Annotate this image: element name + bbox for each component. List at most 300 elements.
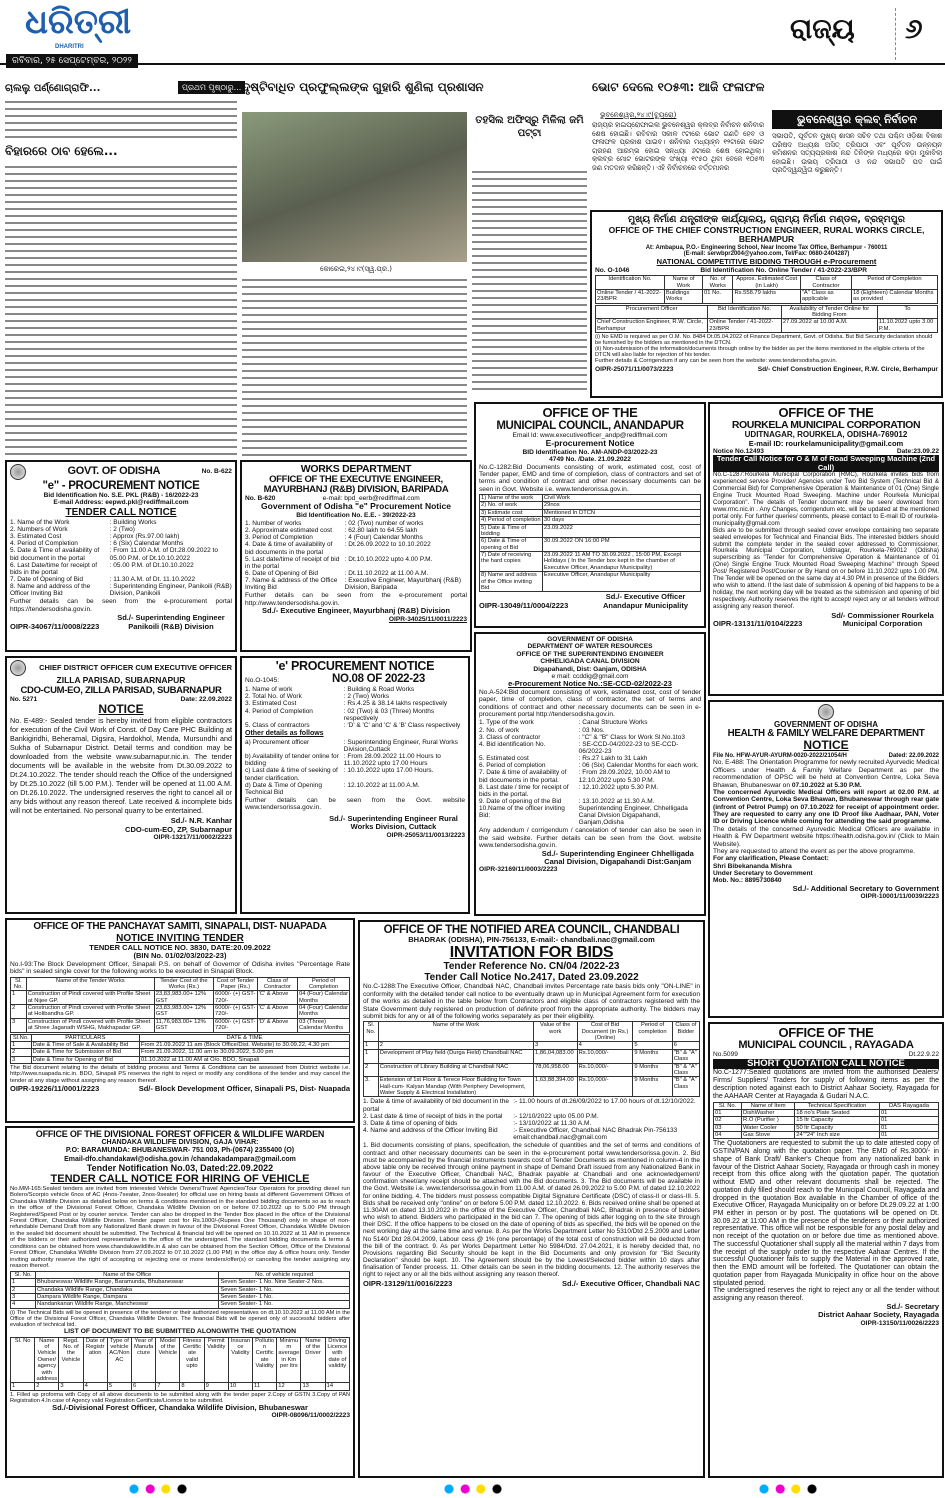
table-cell: 9 Months: [633, 1049, 672, 1063]
ad-title: GOVERNMENT OF ODISHA: [547, 636, 633, 643]
table-cell: 01: [714, 1109, 742, 1116]
table-cell: 01: [879, 1109, 938, 1116]
item-label: 2. Numbers of Work: [10, 525, 68, 533]
ad-body: No.A-524:Bid document consisting of work, estimated cost, cost of tender paper, time of completion, class of contractor, the set of terms and conditions of contract and other necessary documents can be seen in e-procurement portal http://tendersodisha.gov.in.: [479, 688, 701, 718]
table-cell: 1: [11, 1279, 36, 1286]
ad-title: OFFICE OF THE PANCHAYAT SAMITI, SINAPALI, DIST- NUAPADA: [33, 921, 327, 932]
file-no: File No. HFW-AYUR-AYURM-0020-2022/21054/H: [713, 752, 847, 759]
ad-body: No. E-488: The Orientation Programme for newly recruited Ayurvedic Medical Officers under Health & Family Welfare Department as per the recommendation of OPSC will be held at Convention Centre, Loka Seva Bhawan, Bhubaneswar on: [713, 759, 939, 789]
table-header-row: [596, 276, 938, 290]
signatory: Sd./- Executive Officer, Chandbali NAC: [562, 1278, 700, 1288]
signatory: District Aahaar Society, Rayagada: [818, 1310, 939, 1320]
details-table: [479, 494, 701, 592]
ad-address: P.O: BARAMUNDA: BHUBANESWAR- 751 003, Ph-(0674) 2355400 (O): [65, 1147, 295, 1155]
table-cell: Date & Time for Submission of Bid: [31, 1049, 139, 1056]
ad-body: Bids are to be submitted through sealed cover envelope containing two separate sealed envelopes for Technical and Financial Bids. The interested bidders should submit the complete tender in the sealed cover addressed to Commissioner, Rourkela Municipal Corporation, Uditnagar, Rourkela-769012 (Odisha) superscribing as "Tender for Comprehensive Operation & Maintenance of 01 (One) Single Engine Truck Mounted Road Sweeping Machine" through Speed Post/ Registered Post/Courier or By Hand on or before 11.10.2022 upto 1.00 PM. The Tender will be opened on the same day at 4.30 PM in presence of the Bidders who wish to attend. If the last date of submission & opening of bid happens to be a holiday, the next working day will be treated as the submission and opening of bid respectively. Authority reserves the right to accept/ reject any or all tenders without assigning any reason thereof.: [713, 526, 939, 610]
ad-title: OFFICE OF THE NOTIFIED AREA COUNCIL, CHANDBALI: [383, 924, 680, 936]
table-cell: Chandaka Wildlife Range, Chandaka: [36, 1286, 219, 1293]
table-cell: 'D' & Above: [257, 1018, 297, 1032]
signatory: Sd./- Executive Engineer, Mayurbhanj (R&B) Division: [262, 606, 450, 616]
bin-no: (BIN No. 01/02/03/2022-23): [133, 951, 227, 961]
tender-table: [595, 275, 938, 304]
table-row: [714, 1117, 939, 1124]
ad-mayurbhanj-works: [240, 460, 472, 652]
item-value: : SE-CCD-04/2022-23 to SE-CCD-06/2022-23: [578, 740, 679, 755]
table-header-cell: Class of Bidder: [672, 1022, 699, 1042]
item-label: 4. Period of Completion: [245, 707, 313, 715]
ad-title: ROURKELA MUNICIPAL CORPORATION: [731, 418, 921, 431]
color-dots: [128, 1484, 188, 1494]
signatory: Sd./- Secretary: [886, 1301, 939, 1311]
item-value: : 2 (Two): [109, 525, 135, 533]
item-value: Superintending Engineer, Chhelligada Canal Division Digapahandi, Ganjam,Odisha: [578, 805, 688, 827]
table-cell: 11.10.2022 upto 3.00 P.M.: [877, 319, 937, 333]
table-cell: Chief Construction Engineer, R.W. Circle, Berhampur: [596, 319, 708, 333]
ad-title: OFFICE OF THE: [778, 1025, 874, 1040]
table-cell: Construction of Library Building at Chandbali NAC: [378, 1063, 533, 1077]
masthead: [0, 0, 945, 78]
table-cell: "B" & "A" Class: [672, 1077, 699, 1097]
table-header-cell: Bid Identification No.: [708, 305, 782, 319]
table-row: [480, 552, 701, 572]
table-cell: 6000/- (+) GST- 720/-: [215, 991, 256, 1004]
oipr-code: OIPR-13217/11/0002/2223: [153, 834, 232, 842]
table-header-cell: Year of Manufacture: [132, 1337, 156, 1383]
ad-title: MUNICIPAL COUNCIL , RAYAGADA: [738, 1038, 914, 1051]
table-cell: From 21.09.2022, 11.00 am to 30.09.2022, 5.00 pm: [139, 1049, 349, 1056]
note: (ii) Non-submission of the information/documents through online by the bidder as per the items mentioned in the eligible criteria of the DTCN will also liable for rejection of his tender.: [595, 346, 925, 359]
table-header-cell: Sl.No.: [11, 1034, 32, 1041]
table-row: [11, 1005, 350, 1019]
item-value: : 13.10.2022 at 11.30 A.M.: [578, 797, 655, 805]
table-row: [11, 1018, 350, 1032]
table-header-cell: Name of Work: [664, 276, 702, 290]
ad-body: Any addendum / corrigendum / cancelation of tender can also be seen in the said website. Further details can be seen from the Govt. website www.tendersodisha.gov.in.: [479, 827, 701, 850]
item-value: : 02 (Two) number of works: [344, 520, 424, 528]
table-cell: 01: [879, 1124, 938, 1131]
ad-subheading: LIST OF DOCUMENT TO BE SUBMITTED ALONGWITH THE QUOTATION: [64, 1327, 296, 1335]
notice-no: No. B-620: [245, 494, 276, 502]
table-cell: Rs.10,000/-: [577, 1077, 633, 1097]
item-value: :- 12/10/2022 upto 05.00 P.M.: [513, 1112, 599, 1120]
headline-2: ଭୋଟ ଦେଲେ ୧୦୫୩: ଆଜି ଫଳାଫଳ: [592, 80, 765, 94]
table-cell: 3) Estimate cost: [480, 509, 543, 516]
table-cell: Construction of Pindi covered with Profile Sheet at Nijee GP.: [26, 991, 154, 1005]
table-cell: 23.09.2022 11 AM TO 30.09.2022 , 15:00 PM, Except Holidays ( In the Tender box kept in the chamber of Executive Officer, Anandapur Municipality): [542, 552, 700, 572]
table-cell: 8) Name and address of the Office inviting Bid: [480, 572, 543, 592]
table-cell: 'C' & Above: [257, 1005, 297, 1019]
table-header-cell: Identification No.: [596, 276, 665, 290]
table-cell: 01 No.: [703, 289, 733, 303]
table-header-cell: Value of the work: [534, 1022, 578, 1042]
table-cell: 9: [204, 1383, 228, 1390]
ad-heading: INVITATION FOR BIDS: [449, 943, 614, 961]
details-list: [10, 519, 232, 598]
item-value: : Rs.4.25 & 38.14 lakhs respectively: [343, 700, 448, 708]
table-header-cell: Class of Contractor: [257, 977, 297, 991]
table-row: [714, 1132, 939, 1139]
item-label: 1. Number of works: [245, 520, 302, 528]
oipr-code: OIPR-13129/11/0016/2223: [363, 1278, 453, 1288]
table-cell: From 21.09.2022 11 am (Block Office/Dist. Website) to 30.09.22, 4.30 pm: [139, 1041, 349, 1048]
table-header-cell: DAS Rayagada: [879, 1102, 938, 1109]
ad-heading: e-Procurement Notice No.:SE-CCD-02/2022-23: [508, 679, 672, 689]
table-cell: 03: [714, 1124, 742, 1131]
table-cell: 2: [378, 1042, 533, 1049]
table-cell: Date & Time of Sale & Availability Bid: [31, 1041, 139, 1048]
notice-no: Notice No.12493: [713, 448, 764, 455]
ad-subheading: TENDER CALL NOTICE: [65, 506, 177, 518]
ad-chandbali-nac: [358, 920, 705, 1478]
table-cell: 24""24" Inch size: [795, 1132, 880, 1139]
signatory: Sd./- Superintending Engineer Chhelligada Canal Division, Digapahandi Dist:Ganjam: [541, 848, 694, 866]
table-cell: 3: [534, 1042, 578, 1049]
table-header-cell: Model of the Vehicle: [156, 1337, 180, 1383]
further-details: Further details can be seen from the e-procurement portal https://tendersodisha.gov.in.: [10, 598, 232, 613]
item-value: : 06 (Six) Calendar Months for each work.: [578, 762, 699, 770]
ad-subheading: Other details as follows: [245, 730, 324, 738]
notice-no: No. B-622: [201, 468, 232, 476]
item-value: :- 13/10/2022 at 11.30 A.M.: [513, 1119, 592, 1127]
ad-title: 'e' PROCUREMENT NOTICE: [275, 659, 435, 673]
details-list: [363, 1098, 700, 1141]
item-label: 4. Period of Completion: [10, 540, 78, 548]
ad-address: UDITNAGAR, ROURKELA, ODISHA-769012: [744, 429, 908, 439]
signatory: Sd./- Superintending Engineer Panikoili (R&B) Division: [117, 613, 225, 631]
ad-email: Email-dfo.chandakawl@odisha.gov.in /chandakadampara@gmail.com: [64, 1155, 296, 1163]
table-cell: Gas Stove: [742, 1132, 795, 1139]
table-header-row: [714, 1102, 939, 1109]
ad-body: No.C-1282:Bid Documents consisting of work, estimated cost, cost of Tender paper, EMD and time of completion, class of contractors and set of terms and condition of contract and other necessary documents can be seen in Govt. Website i.e. www.tenderorissa.gov.in.: [479, 463, 701, 493]
item-value: : 62.80 lakh to 64.55 lakh: [344, 527, 418, 535]
table-cell: 30.09.2022 ON 16:00 PM: [542, 538, 700, 552]
ad-title: OFFICE OF THE SUPERINTENDING ENGINEER: [516, 650, 664, 658]
table-header-cell: Name of Item: [742, 1102, 795, 1109]
oipr-code: OIPR-25053/11/0013/2223: [386, 831, 465, 839]
ad-body: The Quotationers are requested to submit the up to date attested copy of GSTIN/PAN along with the quotation paper. The EMD of Rs.3000/- in shape of Bank Draft/ Banker's Cheque from any nationalized bank in favour of the District Aahaar Society, Rayagada or through cash in money receipt from this office along with the quotation paper. The quotation without EMD and other relevant documents shall be rejected. The quotation duly filled should reach to the Municipal Council, Rayagada and dropped in the quotation Box available in the Chamber of office of the Executive Officer, Rayagada Municipality on or before Dt.29.09.22 at 1:00 PM either in person or by post. The quotations will be opened on Dt. 30.09.22 at 11:00 AM in the presence of the tenderers or their authorized representative. This office will not be responsible for any postal delay and non receipt of the quotation on or before due time as mentioned above. The successful Quotationer shall supply all the material within 7 days from the receipt of the supply order to the respective Aahaar Centres. If the successful Quotationer fails to supply the Material in the approved rate, then the EMD amount will be forfeited. The Quotationer can obtain the quotation paper from Rayagada Municipality in office hour on the above stipulated period.: [713, 1140, 939, 1287]
item-label: 2. Total No. of Work: [245, 693, 302, 701]
ad-body: 1. Bid documents consisting of plans, specification, the schedule of quantities and the set of terms and conditions of contract and other necessary documents can be seen in the e-procurement portal www.tendersorissa.gov.in. 2. Bid must be accompanied by the financial instruments towards cost of Tender Documents as mentioned in column-4 in the above table only be received through online payment in shape of Demand Draft issued from any Nationalized Bank in favour of the Executive Officer, Chandbali NAC, Bhadrak payable at Chandbali and one acknowledgement/ confirmation sheet/any receipt should be attached with the Bid documents. 3. The Bid documents will be available in the Govt. Website i.e. www.tendersorissa.gov.in from 11.00 A.M. of dated 26.09.2022 to 5.00 P.M. of dated 12.10.2022 for online bidding. 4. The bidders must possess compatible Digital Signature Certificate (DSC) of class-II or class-III. 5. Bids shall be received only "online" on or before 5.00 P.M. dated 12.10.2022. 6. Bids received online shall be opened at 11.30AM on dated 13.10.2022 in the office of the Executive Officer, Chandbali NAC, Bhadrak in presence of bidders who wish to attend. Bidders who participated in the bid can 7. The opening of bids after logging on to the site through their DSC. If the office happens to be closed on the date of opening of bids as specified, the bids will be opened on the next working day at the same time and venue. 8. As per the Works Department Letter No 5310/Dtd 2.5.2009 and Letter No 5140/ Dtd 28.04.2009, Labour cess @ 1% (one percentage) of the total cost of construction will be deducted from the bill of the contract. 9. As per Works Department Letter No 5984/Dtd. 27.04.2021, it is hereby decided that, no Provisions regarding Bid Security should be kept in the Bid Documents and only provision for "Bid Security Declaration" should be kept. 10. The Agreement should be by the Lowest/Selected bidder within 10 days after finalisation of Tender process. 11. Other details can be seen in the bidding documents. 12. The authority reserves the right to reject any or all the bids without assigning any reason thereof.: [363, 1142, 700, 1279]
ad-title-odia: ମୁଖ୍ୟ ନିର୍ମାଣ ଯନ୍ତ୍ରୀଙ୍କ କାର୍ଯ୍ୟାଳୟ, ଗ୍ରାମ୍ୟ ନିର୍ମାଣ ମଣ୍ଡଳ, ବ୍ରହ୍ମପୁର: [628, 214, 905, 225]
club-dateline: ଭୁବନେଶ୍ୱର,୨୪।୯(ବ୍ୟୁରୋ): [600, 111, 677, 119]
table-cell: 5) Date & Time of bidding: [480, 524, 543, 538]
table-cell: Construction of Pindi covered with Profile Sheet at Shree Jaganath WSHG, Makhapadar GP.: [26, 1018, 154, 1032]
ad-heading: NATIONAL COMPETITIVE BIDDING THROUGH e-Procurement: [656, 257, 877, 267]
news-left-body: [5, 98, 237, 140]
table-cell: 7: [156, 1383, 180, 1390]
table-cell: 4: [11, 1301, 36, 1308]
item-value: : From 11.00 A.M. of Dt.28.09.2022 to 05.00 P.M. of Dt.10.10.2022: [109, 547, 218, 562]
item-value: : Building Works: [109, 518, 157, 526]
table-header-cell: Permit Validity: [204, 1337, 228, 1383]
details-list: [245, 686, 465, 729]
item-value: : 02 (Two) & 03 (Three) Months respectively: [343, 707, 435, 722]
signatory: Sd/- Commissioner Rourkela Municipal Corporation: [831, 610, 934, 629]
table-cell: 3: [59, 1383, 83, 1390]
ad-address: CHANDAKA WILDLIFE DIVISION, GAJA VIHAR:: [101, 1139, 259, 1147]
table-row: [714, 1124, 939, 1131]
item-label: 3. Period of Completion: [245, 534, 313, 542]
item-value: : From 28.09.2022 11.00 Hours to 11.10.2022 upto 17.00 Hours: [343, 753, 441, 768]
ad-title: OFFICE OF THE: [542, 405, 638, 420]
item-value: : 11.30 A.M. of Dt. 11.10.2022: [109, 575, 196, 583]
rule: [0, 63, 945, 65]
details-list: [245, 739, 465, 796]
table-cell: 6: [132, 1383, 156, 1390]
table-header-cell: No. of vehicle required: [219, 1271, 350, 1278]
table-cell: 6: [672, 1042, 699, 1049]
signatory: Sd./- Superintending Engineer Rural Works Division, Cuttack: [329, 813, 458, 832]
item-value: : Executive Engineer, Mayurbhanj (R&B) Division, Baripada: [344, 577, 462, 592]
signatory: CDO-cum-EO, ZP, Subarnapur: [125, 824, 232, 834]
item-label: 6. Period of completion: [479, 762, 546, 770]
item-label: 6. Date of Opening of Bid: [245, 570, 318, 578]
ad-title: OFFICE OF THE: [778, 405, 874, 420]
table-header-cell: Period of Completion: [851, 276, 937, 290]
table-cell: Rs.10,000/-: [577, 1063, 633, 1077]
oipr-code: OIPR-34067/11/0008/2223: [10, 621, 100, 631]
ad-title: CHIEF DISTRICT OFFICER CUM EXECUTIVE OFFICER: [39, 662, 232, 672]
table-row: [480, 524, 701, 538]
table-cell: 5: [633, 1042, 672, 1049]
item-value: : "C" & "B" Class for Work Sl.No.1to3: [578, 733, 685, 741]
table-header-cell: Name of the Office: [36, 1271, 219, 1278]
club-story-col2: ସଭାପତି, ପୂର୍ବତନ ମୁଖ୍ୟ ଶାସନ ସଚିବ ତଥା ପଶ୍ଚିମ ଓଡ଼ିଶା ବିକାଶ ପରିଷଦ ଅଧ୍ୟକ୍ଷ ଅସିତ୍ ତ୍ରିପାଠୀ ଏବଂ ପୂର୍ବତନ ଉନ୍ନୟନ କମିଶନର ସତ୍ୟପ୍ରକାଶ ନନ୍ଦ ତିନିଙ୍କ ମଧ୍ୟରେ କଡ଼ା ମୁକାବିଲା ହୋଇଛି। ଉଭୟ ତ୍ରିପାଠୀ ଓ ନନ୍ଦ ସଭାପତି ପଦ ପାଇଁ ପ୍ରତିଦ୍ୱନ୍ଦ୍ୱିତା କରୁଛନ୍ତି।: [772, 132, 942, 175]
ad-body: The concerned Ayurvedic Medical Officers will report at 02.00 P.M. at Convention Centre, Loka Seva Bhawan, Bhubaneswar through rear gate (infront of Petrol Pump) on 07.10.2022 for receipt of appointment order. They are requested to carry any one ID Proof like Aadhaar, PAN, Voter ID or Driving Licence while coming for attending the said programme.: [713, 788, 939, 826]
table-cell: 01: [879, 1132, 938, 1139]
ad-heading: NOTICE: [98, 702, 144, 717]
item-value: : 12.10.2022 upto 5.30 P.M.: [578, 783, 659, 791]
table-cell: 4: [577, 1042, 633, 1049]
table-cell: 04: [714, 1132, 742, 1139]
contact-title: Under Secretary to Government: [713, 870, 813, 877]
ad-subheading: TENDER CALL NOTICE NO. 3830, DATE:20.09.2022: [89, 942, 271, 952]
table-cell: 18 no's Plate Seated: [795, 1109, 880, 1116]
table-row: [480, 538, 701, 552]
photo-dateline: କୋରେଇ,୨୪।୯(ସ୍ୱ.ପ୍ର.): [320, 265, 393, 273]
table-row: [480, 517, 701, 524]
ad-zilla-parisad-subarnapur: [5, 656, 237, 914]
item-label: 4. Name and address of the Officer Inviting Bid: [363, 1127, 498, 1135]
item-label: 1. Type of the work: [479, 719, 534, 727]
table-row: [11, 1041, 350, 1048]
ad-email: e-mail: bpd_eerb@rediffmail.com: [322, 494, 420, 502]
ad-panikoili-eprocurement: [5, 460, 237, 652]
table-cell: 1) Name of the work: [480, 495, 543, 502]
ad-footnote: 1. Filled up proforma with Copy of all above documents to be submitted along with the tender paper 2.Copy of GSTN 3.Copy of PAN Registration 4.In case of Agency valid Registration Certificate/Licence to be submitted.: [10, 1391, 350, 1404]
table-header-row: [11, 1337, 350, 1383]
item-value: : Superintending Engineer, Rural Works Division,Cuttack: [343, 738, 458, 753]
ad-title: GOVERNMENT OF ODISHA: [773, 720, 878, 729]
item-value: : 05.00 P.M. of Dt.10.10.2022: [109, 561, 194, 569]
table-cell: 1: [11, 991, 27, 1005]
table-row: [714, 1109, 939, 1116]
table-cell: 23,83,983.00+ 12% GST: [154, 991, 213, 1005]
item-label: 4. Bid identification No.: [479, 740, 546, 748]
ad-body: The details of the concerned Ayurvedic Medical Officers are available in Health & FW Department website https://health.odisha.gov.in/ (Click to Main Website).: [713, 825, 939, 848]
schedule-table: [10, 1034, 350, 1065]
table-cell: 1,63,88,394.00: [534, 1077, 578, 1097]
inset-headline: ତହସିଲ ଅଫିସ୍‌ରୁ ମିଳିଲା ଜମି ପଟ୍ଟା: [475, 115, 584, 139]
ad-heading: TENDER CALL NOTICE FOR HIRING OF VEHICLE: [50, 1173, 310, 1186]
table-cell: 01.10.2022 at 11.00 AM at O/o. BDO, Sinapali: [139, 1056, 349, 1063]
item-value: : 03 Nos.: [578, 726, 605, 734]
table-cell: Seven Seater- 1 No.: [219, 1301, 350, 1308]
ad-email: E-mail Address: eepwd.pkl@rediffmail.com: [53, 499, 189, 507]
ad-email: E-mail ID: rourkelamunicipality@gmail.com: [748, 438, 904, 448]
table-header-cell: No. of Works: [703, 276, 733, 290]
table-header-cell: To: [877, 305, 937, 319]
table-header-cell: Insurance Validity: [228, 1337, 252, 1383]
table-cell: 9 Months: [633, 1063, 672, 1077]
table-cell: 04 (Four) Calendar Months: [299, 991, 349, 1004]
table-cell: Development of Play field (Durga Field) Chandbali NAC: [378, 1049, 533, 1063]
item-label: 8. Last date / time for receipt of bids in the portal.: [479, 783, 569, 798]
contact-name: Shri Bibekananda Mishra: [713, 862, 792, 870]
divider: [895, 8, 896, 60]
item-label: 2. Approximate estimated cost: [245, 527, 333, 535]
table-cell: Water Cooler: [742, 1124, 795, 1131]
item-value: : Dt.26.09.2022 to 10.10.2022: [344, 541, 431, 549]
contact-phone: Mob. No.: 8895730840: [713, 877, 782, 885]
signatory: Sd/- Chief Construction Engineer, R.W. Circle, Berhampur: [757, 365, 938, 373]
tender-call-notice: Tender Call Notice No.2417, Dated 23.09.2022: [424, 972, 639, 984]
notice-banner: SHORT QUOTATION CALL NOTICE: [713, 1059, 939, 1070]
table-row: [11, 1383, 350, 1390]
table-cell: 3: [11, 1293, 36, 1300]
news-center-body: [472, 168, 587, 393]
item-label: 3. Estimated Cost: [245, 700, 297, 708]
table-header-cell: Availability of Tender Online for Bidding From: [781, 305, 877, 319]
table-cell: 8: [180, 1383, 204, 1390]
ad-title: DEPARTMENT OF WATER RESOURCES: [527, 643, 653, 651]
note: (i) The Technical Bids will be opened in presence of the tenderer or their authorized representatives on dt.10.10.2022 at 11.00 AM in the Office of the Divisional Forest Officer, Chandaka Wildlife Division. The financial Bids will be opened only of successful bidders after evaluation of technical bid.: [10, 1309, 350, 1328]
table-cell: 11: [253, 1383, 277, 1390]
table-cell: 2) No. of work: [480, 502, 543, 509]
table-header-cell: Cost of Tender Paper (Rs.): [214, 977, 258, 991]
further-details: Further details can be seen from the e-procurement portal http://www.tendersodisha.gov.in.: [245, 592, 467, 607]
ad-body: They are requested to attend the event as per the above programme.: [713, 847, 915, 855]
notice-date: 4749 No. /Date. 21.09.2022: [549, 456, 631, 464]
table-row: [364, 1077, 700, 1097]
table-cell: Dampara Wildlife Range, Dampara: [36, 1293, 219, 1300]
ad-body: The undersigned reserves the right to reject any or all the tender without assigning any reason thereof.: [713, 1287, 939, 1303]
ad-address: At: Ambapua, P.O.- Engineering School, Near Income Tax Office, Berhampur - 760011: [645, 244, 888, 251]
ad-title: OFFICE OF THE CHIEF CONSTRUCTION ENGINEER, RURAL WORKS CIRCLE, BERHAMPUR: [608, 225, 925, 245]
table-cell: 3: [11, 1056, 32, 1063]
table-header-cell: Procurement Officer: [596, 305, 708, 319]
table-cell: 10: [228, 1383, 252, 1390]
notice-no: No. 5271: [10, 695, 38, 703]
ad-panchayat-samiti-sinapali: [5, 918, 355, 1123]
table-header-cell: PARTICULARS: [31, 1034, 139, 1041]
item-value: : Canal Structure Works: [578, 719, 648, 727]
item-label: 7. Date of Opening of Bid: [10, 575, 83, 583]
table-cell: 4) Period of completion: [481, 517, 541, 524]
bid-id: Bid Identification No. S.E. PKL (R&B) - 16/2022-23: [43, 492, 199, 500]
table-cell: Seven Seater- 1 No.: [219, 1293, 350, 1300]
table-header-cell: Period of completion: [633, 1022, 672, 1042]
item-label: 5. Last date/time of receipt of bid in the portal: [245, 555, 340, 570]
table-cell: 1: [364, 1049, 379, 1063]
table-cell: Buildings Works: [664, 289, 702, 303]
vehicle-table: [10, 1271, 350, 1309]
table-cell: 6000/- (+) GST- 720/-: [215, 1005, 256, 1018]
table-header-row: [11, 1034, 350, 1041]
table-row: [11, 1056, 350, 1063]
table-cell: "B" & "A" Class: [672, 1049, 699, 1063]
table-cell: Rs.10,000/-: [577, 1049, 633, 1063]
item-label: d) Date & Time of Opening Technical Bid: [245, 781, 322, 796]
oipr-code: OIPR-13131/11/0104/2223: [713, 619, 803, 629]
item-label: 8. Name and address of the Officer Inviting Bid: [10, 583, 91, 598]
newspaper-logo: ଧରିତ୍ରୀ: [25, 2, 132, 42]
note: (i) No EMD is required as per O.M. No. 8484 Dt.05.04.2022 of Finance Department, Govt. of Odisha. But Bid Security declaration should be furnished by the bidders as mentioned in the DTCN.: [595, 334, 933, 347]
table-cell: 5: [107, 1383, 131, 1390]
table-cell: 6) Date & Time of opening of Bid: [480, 538, 543, 552]
table-cell: 03 (Three) Calendar Months: [298, 1018, 350, 1032]
item-value: :- 11.00 hours of dt.26/09/2022 to 17.00 hours of dt.12/10/2022.: [513, 1098, 696, 1106]
item-value: : From 28.09.2022, 10.00 AM to 12.10.2022 upto 5.30 P.M.: [578, 769, 671, 784]
ad-body: No.C-1287:Rourkela Municipal Corporation (RMC), Rourkela invites bids from experienced service Provider/ Agencies under Two Bid System (Technical Bid & Commercial Bid) for Comprehensive Operation & Maintenance of 01 (One) Single Engine Truck Mounted Road Sweeping. Machine under Rourkela Municipal Corporation". The details of Tender document may be seen/ download from www.rmc.nic.in . Any Changes, corrigendum etc. will be updated at the mentioned portal only. For further queries/ comments, please contact to E-mail ID of rourkela-municipality@gmail.com: [713, 471, 939, 527]
table-row: [480, 495, 701, 502]
table-header-cell: Sl. No.: [714, 1102, 742, 1109]
table-cell: Mentioned In DTCN: [542, 509, 700, 516]
table-header-row: [11, 977, 350, 991]
further-details: Further details can be seen from the Govt. website www.tendersorissa.gov.in.: [245, 796, 465, 812]
table-cell: 14: [325, 1383, 349, 1390]
ad-title: MUNICIPAL COUNCIL, ANANDAPUR: [496, 419, 684, 432]
color-dots: [758, 1484, 818, 1494]
notice-date: Dt.22.9.22: [908, 1051, 939, 1059]
contact-label: For any clarification, Please Contact:: [713, 855, 829, 863]
ad-body: No.C-1277:Sealed quotations are invited from the authorised Dealers/ Firms/ Suppliers/ Traders for supply of following items as per the description noted against each to District Aahaar Society, Rayagada for the AAHAAR Center at Rayagada & Gudari N.A.C.: [713, 1069, 939, 1100]
news-left-subhead: ବିହାରରେ ଠାବ ହେଲେ...: [5, 144, 118, 158]
notice-no: No. O-1046: [595, 266, 630, 274]
item-label: 3. Estimated Cost: [10, 533, 62, 541]
ad-heading: E-procurement Notice: [545, 438, 635, 449]
oipr-code: OIPR-10001/11/0039/2223: [860, 893, 939, 901]
ad-title: OFFICE OF THE DIVISIONAL FOREST OFFICER & WILDLIFE WARDEN: [35, 1129, 325, 1139]
item-label: 5. Class of contractors: [245, 721, 310, 729]
details-list: [479, 719, 701, 826]
logo-subtitle: DHARITRI: [55, 44, 84, 50]
notice-date: Date:23.09.22: [896, 448, 939, 455]
table-header-cell: DATE & TIME: [139, 1034, 349, 1041]
table-cell: 2: [11, 1005, 27, 1019]
table-header-cell: Regd. No. of the Vehicle: [59, 1337, 83, 1383]
table-cell: 23,83,983.00+ 12% GST: [154, 1005, 213, 1019]
item-value: : Rs.27 Lakh to 31 Lakh: [578, 755, 648, 763]
news-left-title: ଚାଲଲୁ ପର୍ଣ୍ଣୋଗ୍ରାଫି...: [5, 83, 101, 94]
item-label: 1. Name of the Work: [10, 518, 70, 526]
ad-email: e mail: ccddig@gmail.com: [551, 672, 629, 680]
oipr-code: OIPR-13150/11/0026/2223: [860, 1319, 939, 1327]
item-label: 5. Date & Time of availability of bid document in the portal: [10, 547, 100, 562]
table-cell: 02: [714, 1117, 742, 1124]
table-cell: Online Tender / 41-2022-23/BPR: [596, 289, 665, 303]
table-cell: 2: [11, 1049, 32, 1056]
ad-title: WORKS DEPARTMENT: [300, 463, 412, 475]
table-cell: Date & Time for Opening of Bid: [31, 1056, 139, 1063]
bid-id: Bid Identification No. Online Tender / 41-2022-23/BPR: [700, 266, 868, 274]
item-value: : Superintending Engineer, Panikoili (R&B) Division, Panikoili: [109, 583, 232, 598]
table-cell: Executive Officer, Anandapur Municipality: [542, 572, 700, 592]
table-cell: 04 (Four) Calendar Months: [299, 1005, 349, 1018]
notice-banner: Tender Call Notice for O & M of Road Sweeping Machine (2nd Call): [713, 455, 939, 472]
ad-heading: "e" - PROCUREMENT NOTICE: [42, 480, 200, 492]
ad-title: CDO-CUM-EO, ZILLA PARISAD, SUBARNAPUR: [20, 684, 222, 696]
